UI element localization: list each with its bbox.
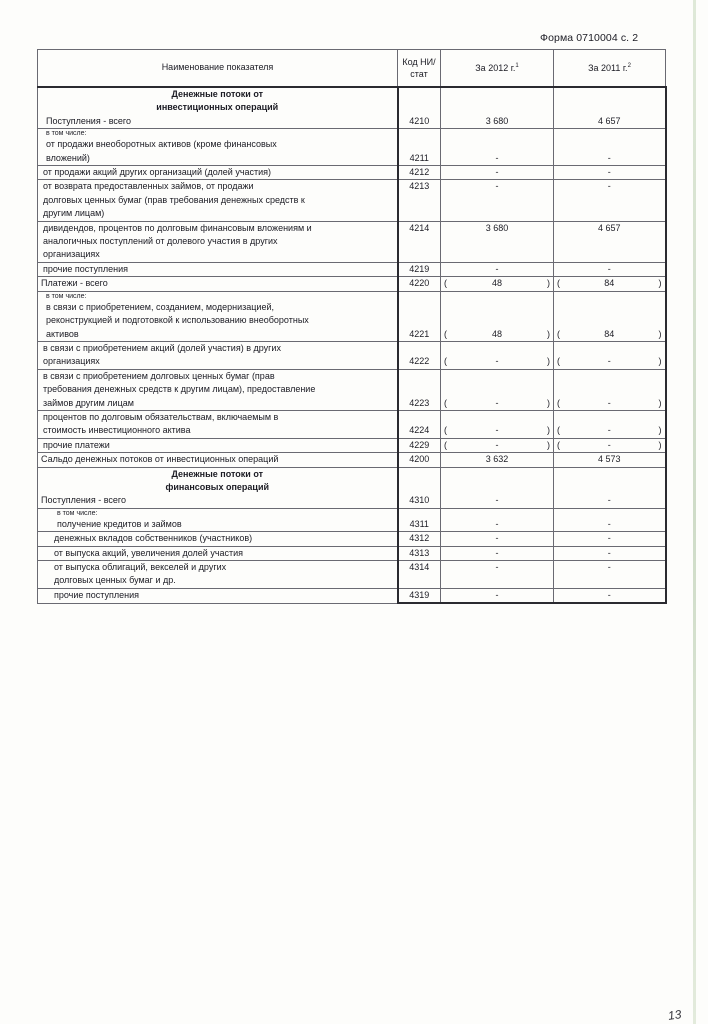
row-code: 4220	[398, 277, 441, 291]
row-value-2012: -	[441, 532, 554, 546]
row-label: Сальдо денежных потоков от инвестиционных операций	[38, 453, 398, 467]
row-value-2011: 4 657	[554, 87, 666, 129]
row-label: дивидендов, процентов по долговым финансовым вложениям и аналогичных поступлений от долевого участия в других организациях	[38, 221, 398, 262]
row-label: прочие поступления	[38, 588, 398, 603]
row-label: в связи с приобретением акций (долей участия) в других организациях	[38, 341, 398, 369]
row-value-2011: -	[554, 546, 666, 560]
row-label: Поступления - всего	[41, 495, 126, 506]
table-row	[38, 341, 666, 369]
row-code: 4229	[398, 438, 441, 452]
row-label: от продажи внеоборотных активов (кроме финансовых вложений)	[46, 139, 277, 163]
row-value-2012: 3 680	[441, 221, 554, 262]
row-code: 4219	[398, 262, 441, 276]
row-value-2011: -	[554, 508, 666, 531]
row-code: 4311	[398, 508, 441, 531]
table-row	[38, 546, 666, 560]
row-value-2012: -	[441, 588, 554, 603]
row-value-2011: -	[554, 561, 666, 589]
row-value-2012: -	[441, 129, 554, 166]
row-note: в том числе:	[57, 509, 98, 517]
row-code: 4212	[398, 166, 441, 180]
row-value-2012: -	[441, 546, 554, 560]
table-row	[38, 588, 666, 603]
row-label: Платежи - всего	[38, 277, 398, 291]
row-code: 4213	[398, 180, 441, 221]
row-code: 4214	[398, 221, 441, 262]
row-code: 4310	[398, 467, 441, 508]
header-code: Код НИ/ стат	[398, 50, 441, 88]
row-code: 4210	[398, 87, 441, 129]
row-code: 4312	[398, 532, 441, 546]
row-value-2011: -	[554, 262, 666, 276]
header-name: Наименование показателя	[38, 50, 398, 88]
row-value-2011: 4 573	[554, 453, 666, 467]
row-value-2012: -	[441, 467, 554, 508]
row-value-2012: -	[441, 508, 554, 531]
row-value-2012: ( - )	[441, 341, 554, 369]
row-value-2011: ( - )	[554, 369, 666, 410]
table-row	[38, 508, 666, 531]
header-2011: За 2011 г.$^2$	[554, 50, 666, 88]
row-label: в связи с приобретением, созданием, модернизацией, реконструкцией и подготовкой к использованию внеоборотных активов	[46, 301, 309, 339]
section-title-finance: Денежные потоки от финансовых операций	[165, 468, 270, 492]
row-value-2011: ( - )	[554, 410, 666, 438]
row-code: 4314	[398, 561, 441, 589]
row-code: 4222	[398, 341, 441, 369]
row-code: 4200	[398, 453, 441, 467]
cash-flow-table	[37, 49, 667, 604]
row-value-2012: -	[441, 180, 554, 221]
row-value-2011: -	[554, 166, 666, 180]
table-row	[38, 221, 666, 262]
page-number: 13	[667, 1007, 683, 1023]
row-label: денежных вкладов собственников (участников)	[38, 532, 398, 546]
row-value-2011: -	[554, 467, 666, 508]
row-value-2011: ( 84 )	[554, 277, 666, 291]
row-value-2012: -	[441, 262, 554, 276]
table-row	[38, 166, 666, 180]
row-label: от продажи акций других организаций (долей участия)	[38, 166, 398, 180]
row-code: 4319	[398, 588, 441, 603]
row-code: 4313	[398, 546, 441, 560]
row-value-2011: -	[554, 588, 666, 603]
row-label: получение кредитов и займов	[57, 518, 182, 529]
row-label: от возврата предоставленных займов, от продажи долговых ценных бумаг (прав требования денежных средств к другим лицам)	[38, 180, 398, 221]
table-row	[38, 561, 666, 589]
row-code: 4224	[398, 410, 441, 438]
header-row	[38, 50, 666, 88]
row-value-2012: -	[441, 166, 554, 180]
row-value-2012: ( 48 )	[441, 291, 554, 341]
row-value-2012: ( 48 )	[441, 277, 554, 291]
row-label: от выпуска акций, увеличения долей участия	[38, 546, 398, 560]
table-row	[38, 277, 666, 291]
row-value-2011: 4 657	[554, 221, 666, 262]
table-row	[38, 453, 666, 467]
row-value-2011: ( 84 )	[554, 291, 666, 341]
row-value-2012: 3 632	[441, 453, 554, 467]
row-code: 4223	[398, 369, 441, 410]
row-note: в том числе:	[46, 130, 87, 138]
table-row	[38, 180, 666, 221]
form-label: Форма 0710004 с. 2	[540, 32, 639, 44]
row-code: 4211	[398, 129, 441, 166]
row-value-2011: -	[554, 129, 666, 166]
row-value-2011: ( - )	[554, 438, 666, 452]
row-label: от выпуска облигаций, векселей и других долговых ценных бумаг и др.	[38, 561, 398, 589]
table-row	[38, 532, 666, 546]
table-row	[38, 291, 666, 341]
table-row	[38, 410, 666, 438]
row-value-2012: ( - )	[441, 438, 554, 452]
row-code: 4221	[398, 291, 441, 341]
scan-edge	[693, 0, 696, 1024]
table-row	[38, 369, 666, 410]
row-value-2012: -	[441, 561, 554, 589]
section-title-invest: Денежные потоки от инвестиционных операций	[156, 89, 279, 113]
header-2012: За 2012 г.$^1$	[441, 50, 554, 88]
row-label: прочие поступления	[38, 262, 398, 276]
row-value-2011: -	[554, 180, 666, 221]
table-row	[38, 438, 666, 452]
row-label: прочие платежи	[38, 438, 398, 452]
row-note: в том числе:	[46, 292, 87, 300]
row-value-2011: ( - )	[554, 341, 666, 369]
table-row	[38, 129, 666, 166]
row-label: в связи с приобретением долговых ценных бумаг (прав требования денежных средств к другим лицам), предоставление займов другим лицам	[38, 369, 398, 410]
row-value-2011: -	[554, 532, 666, 546]
row-label: Поступления - всего	[46, 115, 131, 126]
table-row	[38, 262, 666, 276]
row-value-2012: 3 680	[441, 87, 554, 129]
row-value-2012: ( - )	[441, 369, 554, 410]
table-row	[38, 87, 666, 129]
row-value-2012: ( - )	[441, 410, 554, 438]
table-row	[38, 467, 666, 508]
row-label: процентов по долговым обязательствам, включаемым в стоимость инвестиционного актива	[38, 410, 398, 438]
